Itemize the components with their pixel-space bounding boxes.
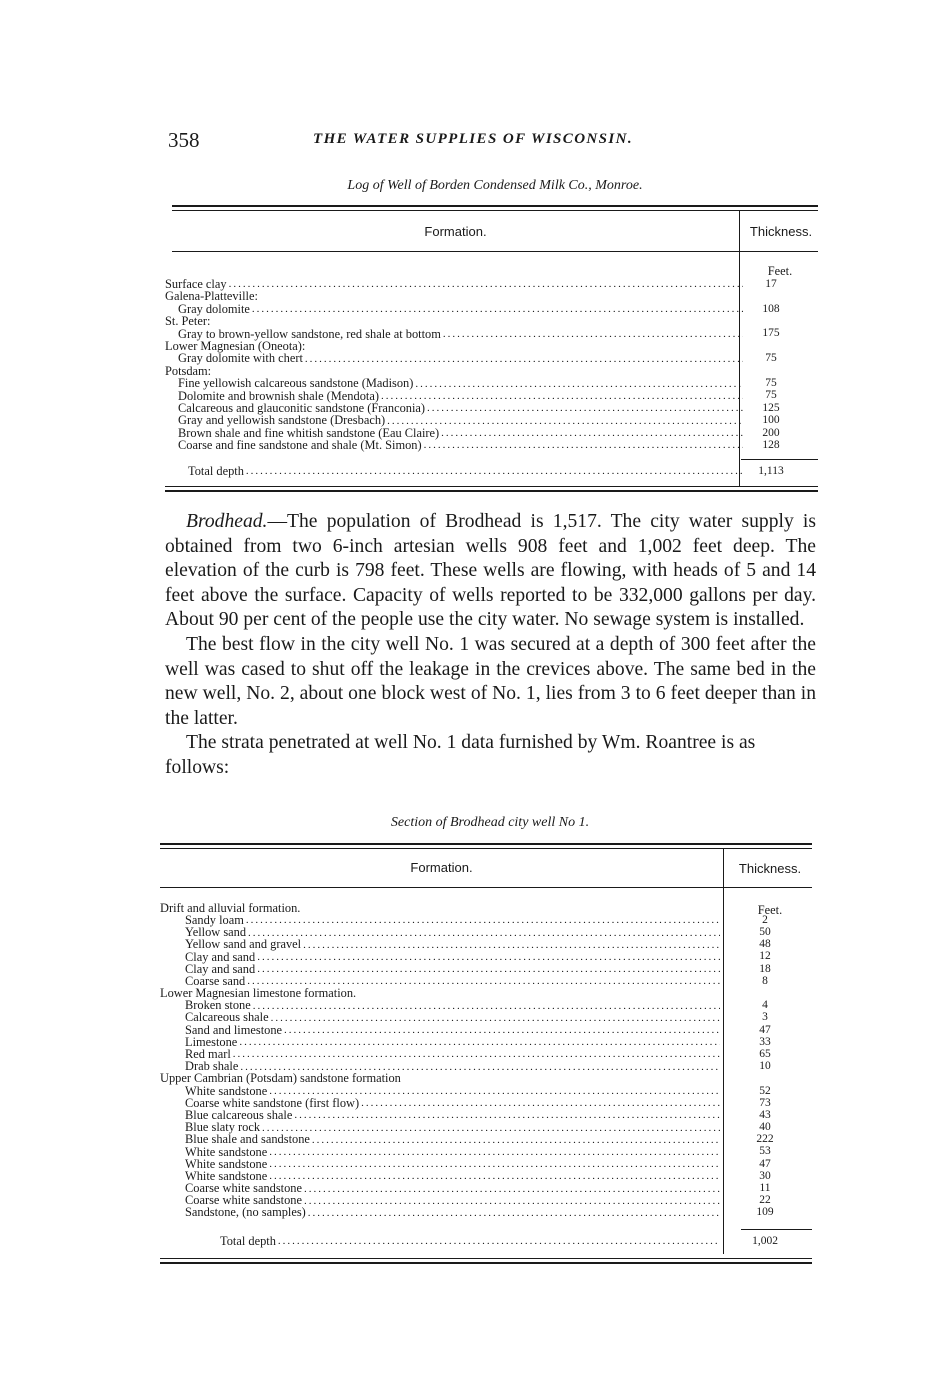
formation-label: Dolomite and brownish shale (Mendota) xyxy=(178,388,379,403)
leader-dots xyxy=(294,1110,720,1121)
leader-dots xyxy=(229,279,743,290)
thickness-value: 11 xyxy=(759,1182,771,1194)
leader-dots xyxy=(246,915,720,926)
leader-dots xyxy=(415,379,743,390)
leader-dots xyxy=(304,1196,720,1207)
page-number: 358 xyxy=(168,128,200,152)
formation-label: Gray to brown-yellow sandstone, red shale at bottom xyxy=(178,326,441,341)
thickness-value: 33 xyxy=(759,1035,771,1048)
formation-label: White sandstone xyxy=(185,1144,268,1159)
thickness-value: 8 xyxy=(762,974,768,987)
total-depth-label: Total depth xyxy=(220,1233,276,1248)
table-row xyxy=(165,290,795,302)
leader-dots xyxy=(269,1159,720,1170)
formation-label: Drab shale xyxy=(185,1059,239,1074)
leader-dots xyxy=(284,1025,720,1036)
thickness-value: 128 xyxy=(762,438,780,451)
table-row xyxy=(165,414,795,426)
paragraph-strata: The strata penetrated at well No. 1 data furnished by Wm. Roantree is as follows: xyxy=(165,732,756,778)
leader-dots xyxy=(257,952,720,963)
table-row xyxy=(165,377,795,389)
thickness-value: 125 xyxy=(762,401,780,414)
leader-dots xyxy=(257,964,720,975)
formation-label: Sand and limestone xyxy=(185,1022,283,1037)
leader-dots xyxy=(304,1184,720,1195)
formation-label: Clay and sand xyxy=(185,949,256,964)
leader-dots xyxy=(312,1135,720,1146)
formation-label: Sandy loam xyxy=(185,912,244,927)
table-row xyxy=(160,1073,790,1085)
table-row xyxy=(165,315,795,327)
table1-rows xyxy=(165,278,795,451)
table1-bottom-rule xyxy=(165,490,818,492)
formation-label: Gray dolomite xyxy=(178,301,250,316)
formation-label: Yellow sand and gravel xyxy=(185,937,302,952)
formation-label: Potsdam: xyxy=(165,363,212,378)
thickness-value: 30 xyxy=(759,1169,771,1182)
table-row xyxy=(160,1036,790,1048)
table2-top-rule-thin xyxy=(160,848,812,849)
formation-label: Gray dolomite with chert xyxy=(178,351,303,366)
table2-caption: Section of Brodhead city well No 1. xyxy=(390,815,590,830)
table-row xyxy=(165,352,795,364)
leader-dots xyxy=(441,428,743,439)
thickness-value: 52 xyxy=(759,1084,771,1097)
leader-dots xyxy=(303,940,720,951)
thickness-value: 2 xyxy=(762,913,768,926)
total-depth-value: 1,113 xyxy=(758,464,784,477)
table-row xyxy=(160,987,790,999)
leader-dots xyxy=(387,416,743,427)
table1-header-rule xyxy=(172,251,818,252)
formation-label: Clay and sand xyxy=(185,961,256,976)
running-head xyxy=(168,128,818,152)
paragraph-best-flow: The best flow in the city well No. 1 was secured at a depth of 300 feet after the well was cased to shut off the leakage in the crevices above. The same bed in the new well, No. 2, about one block west of No. 1, lies from 3 to 6 feet deeper than in the latter. xyxy=(165,633,816,729)
thickness-value: 17 xyxy=(765,277,777,290)
formation-label: Lower Magnesian (Oneota): xyxy=(165,338,306,353)
paragraph-brodhead: Brodhead.—The population of Brodhead is 1,517. The city water supply is obtained from two 6-inch artesian wells 908 feet and 1,002 feet deep. The elevation of the curb is 798 feet. These wells are flowing, with heads of 5 and 14 feet above the surface. Capacity of wells reported to be 332,000 gallons per day. About 90 per cent of the people use the city water. No sewage system is installed. xyxy=(165,511,816,631)
table1-top-rule xyxy=(172,205,818,207)
table1-col-thickness: Thickness. xyxy=(749,224,813,239)
formation-label: Red marl xyxy=(185,1047,231,1062)
formation-label: White sandstone xyxy=(185,1168,268,1183)
thickness-value: 222 xyxy=(756,1133,774,1146)
formation-label: Coarse white sandstone (first flow) xyxy=(185,1095,360,1110)
formation-label: Upper Cambrian (Potsdam) sandstone formation xyxy=(160,1071,401,1086)
thickness-value: 50 xyxy=(759,926,771,939)
formation-label: Brown shale and fine whitish sandstone (Eau Claire) xyxy=(178,425,440,440)
leader-dots xyxy=(233,1049,720,1060)
thickness-value: 3 xyxy=(762,1011,768,1024)
table2-bottom-rule xyxy=(160,1262,812,1264)
table1-top-rule-thin xyxy=(172,210,818,211)
thickness-value: 43 xyxy=(759,1108,771,1121)
table2-header-rule xyxy=(160,887,812,888)
table-row xyxy=(165,278,795,290)
formation-label: Yellow sand xyxy=(185,925,247,940)
leader-dots xyxy=(443,329,743,340)
table-row xyxy=(160,902,790,914)
paragraph-lead: Brodhead. xyxy=(186,511,268,532)
leader-dots xyxy=(253,1001,720,1012)
table1-caption: Log of Well of Borden Condensed Milk Co., Monroe. xyxy=(347,178,643,193)
table-row xyxy=(160,1024,790,1036)
table2-unit: Feet. xyxy=(757,903,783,917)
leader-dots xyxy=(361,1098,720,1109)
leader-dots xyxy=(269,1147,720,1158)
table1-col-formation: Formation. xyxy=(424,224,487,239)
formation-label: Surface clay xyxy=(165,276,227,291)
table2-rows xyxy=(160,902,790,1219)
leader-dots xyxy=(262,1123,720,1134)
total-depth-label: Total depth xyxy=(188,463,244,478)
formation-label: Broken stone xyxy=(185,998,251,1013)
formation-label: Coarse white sandstone xyxy=(185,1193,302,1208)
table-row xyxy=(165,303,795,315)
leader-dots xyxy=(424,440,743,451)
table-row xyxy=(160,1134,790,1146)
table-row xyxy=(160,939,790,951)
thickness-value: 75 xyxy=(765,389,777,402)
table-row xyxy=(160,963,790,975)
leader-dots xyxy=(308,1208,720,1219)
table1-unit: Feet. xyxy=(767,264,793,278)
thickness-value: 48 xyxy=(759,938,771,951)
table-row xyxy=(165,439,795,451)
formation-label: Coarse sand xyxy=(185,973,246,988)
thickness-value: 109 xyxy=(756,1206,774,1219)
table2-top-rule xyxy=(160,843,812,845)
thickness-value: 175 xyxy=(762,327,780,340)
table1-total xyxy=(165,463,795,477)
formation-label: Blue slaty rock xyxy=(185,1120,261,1135)
leader-dots xyxy=(271,1013,720,1024)
formation-label: St. Peter: xyxy=(165,314,211,329)
table2-bottom-rule-thin xyxy=(160,1258,812,1259)
formation-label: Calcareous shale xyxy=(185,1010,269,1025)
thickness-value: 47 xyxy=(759,1157,771,1170)
leader-dots xyxy=(381,391,743,402)
formation-label: Limestone xyxy=(185,1034,238,1049)
table2-col-thickness: Thickness. xyxy=(738,861,802,876)
table-row xyxy=(160,1048,790,1060)
thickness-value: 108 xyxy=(762,302,780,315)
leader-dots xyxy=(305,354,743,365)
running-title: THE WATER SUPPLIES OF WISCONSIN. xyxy=(313,131,634,147)
formation-label: Coarse white sandstone xyxy=(185,1181,302,1196)
formation-label: Sandstone, (no samples) xyxy=(185,1205,306,1220)
formation-label: Blue shale and sandstone xyxy=(185,1132,310,1147)
thickness-value: 18 xyxy=(759,962,771,975)
formation-label: White sandstone xyxy=(185,1083,268,1098)
thickness-value: 40 xyxy=(759,1121,771,1134)
table2-col-formation: Formation. xyxy=(410,860,473,875)
table-row xyxy=(160,1207,790,1219)
formation-label: White sandstone xyxy=(185,1156,268,1171)
thickness-value: 47 xyxy=(759,1023,771,1036)
thickness-value: 22 xyxy=(759,1194,771,1207)
formation-label: Lower Magnesian limestone formation. xyxy=(160,986,357,1001)
table1-bottom-rule-thin xyxy=(165,486,818,487)
thickness-value: 53 xyxy=(759,1145,771,1158)
formation-label: Blue calcareous shale xyxy=(185,1107,293,1122)
thickness-value: 12 xyxy=(759,950,771,963)
table1-total-rule xyxy=(741,459,818,460)
formation-label: Fine yellowish calcareous sandstone (Madison) xyxy=(178,376,414,391)
thickness-value: 10 xyxy=(759,1060,771,1073)
table2-total-rule xyxy=(741,1229,812,1230)
table-row xyxy=(160,914,790,926)
leader-dots xyxy=(269,1171,720,1182)
formation-label: Gray and yellowish sandstone (Dresbach) xyxy=(178,413,386,428)
thickness-value: 75 xyxy=(765,352,777,365)
thickness-value: 65 xyxy=(759,1047,771,1060)
leader-dots xyxy=(427,403,743,414)
formation-label: Drift and alluvial formation. xyxy=(160,900,301,915)
thickness-value: 73 xyxy=(759,1096,771,1109)
leader-dots xyxy=(248,928,720,939)
thickness-value: 75 xyxy=(765,377,777,390)
leader-dots xyxy=(252,304,743,315)
formation-label: Calcareous and glauconitic sandstone (Franconia) xyxy=(178,400,426,415)
formation-label: Galena-Platteville: xyxy=(165,289,258,304)
leader-dots xyxy=(239,1037,720,1048)
thickness-value: 100 xyxy=(762,414,780,427)
table2-total xyxy=(160,1233,790,1247)
thickness-value: 200 xyxy=(762,426,780,439)
thickness-value: 4 xyxy=(762,999,768,1012)
formation-label: Coarse and fine sandstone and shale (Mt. Simon) xyxy=(178,438,422,453)
body-text xyxy=(165,510,816,781)
total-depth-value: 1,002 xyxy=(752,1234,778,1247)
